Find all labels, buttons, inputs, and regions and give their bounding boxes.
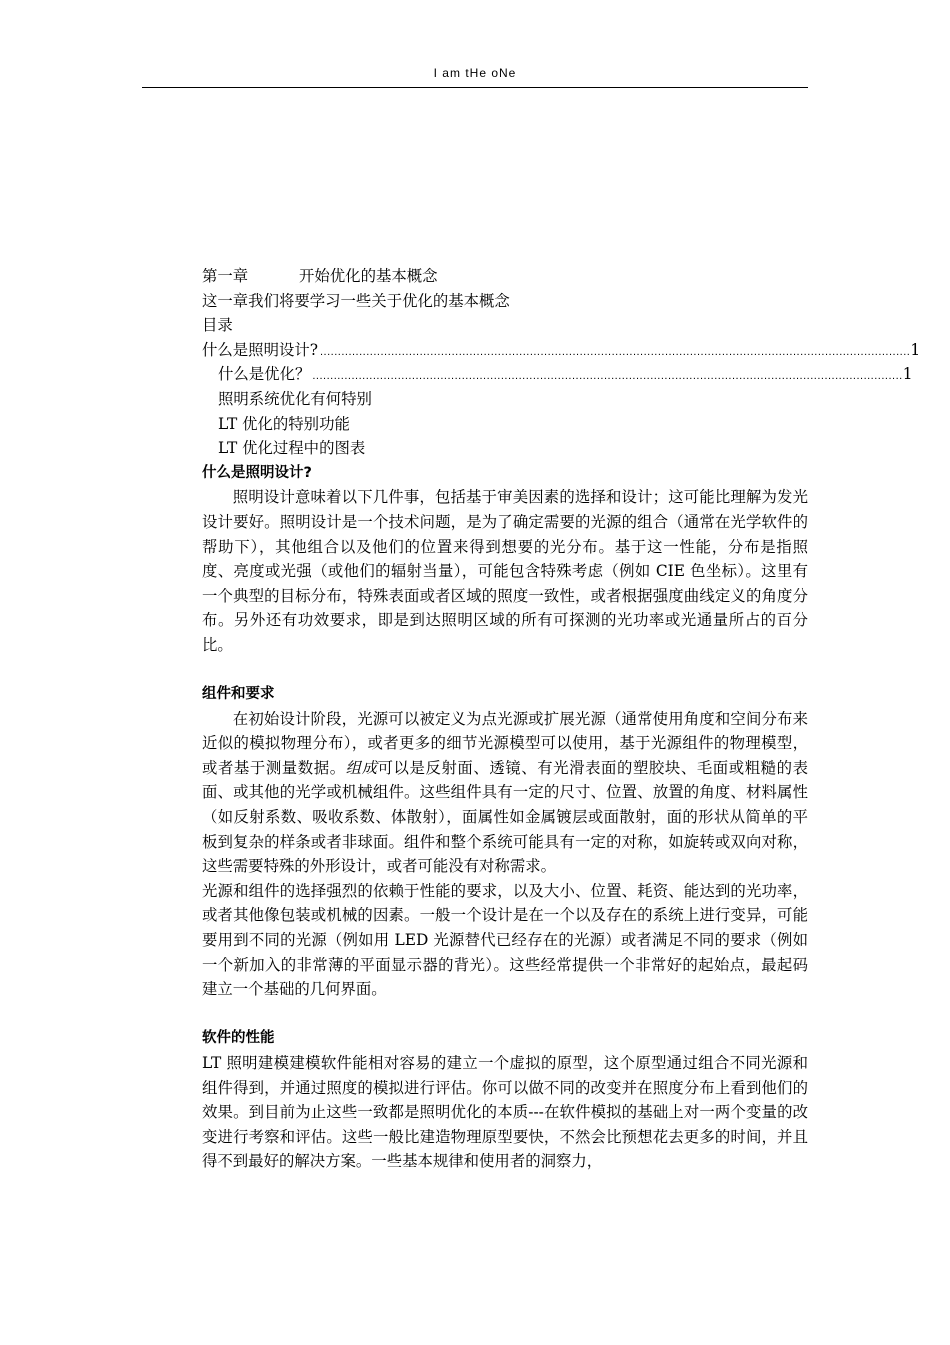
chapter-intro: 这一章我们将要学习一些关于优化的基本概念 xyxy=(202,291,510,310)
spacer xyxy=(202,1002,808,1027)
page-header: I am tHe oNe xyxy=(433,66,517,80)
toc-leader-dots: ...................................................................................................................................................................... xyxy=(320,345,911,358)
section-paragraph: 光源和组件的选择强烈的依赖于性能的要求，以及大小、位置、耗资、能达到的光功率，或者其他像包装或机械的因素。一般一个设计是在一个以及存在的系统上进行变异，可能要用到不同的光源（例如用 LED 光源替代已经存在的光源）或者满足不同的要求（例如一个新加入的非常薄的平面显示器的背光）。这些经常提供一个非常好的起始点，最起码建立一个基础的几何界面。 xyxy=(202,881,808,999)
toc-leader-dots: ...................................................................................................................................................................... xyxy=(312,370,903,383)
toc-item[interactable]: 照明系统优化有何特别 xyxy=(218,389,372,408)
section-paragraph: 照明设计意味着以下几件事，包括基于审美因素的选择和设计；这可能比理解为发光设计要好。照明设计是一个技术问题，是为了确定需要的光源的组合（通常在光学软件的帮助下），其他组合以及他们的位置来得到想要的光分布。基于这一性能，分布是指照度、亮度或光强（或他们的辐射当量），可能包含特殊考虑（例如 CIE 色坐标）。这里有一个典型的目标分布，特殊表面或者区域的照度一致性，或者根据强度曲线定义的角度分布。另外还有功效要求，即是到达照明区域的所有可探测的光功率或光通量所占的百分比。 xyxy=(202,488,808,654)
section-heading: 什么是照明设计? xyxy=(202,464,312,481)
document-body xyxy=(202,264,921,1174)
chapter-title xyxy=(202,264,808,289)
section-paragraph: LT 照明建模建模软件能相对容易的建立一个虚拟的原型，这个原型通过组合不同光源和组件得到，并通过照度的模拟进行评估。你可以做不同的改变并在照度分布上看到他们的效果。到目前为止这些一致都是照明优化的本质---在软件模拟的基础上对一两个变量的改变进行考察和评估。这些一般比建造物理原型要快，不然会比预想花去更多的时间，并且得不到最好的解决方案。一些基本规律和使用者的洞察力， xyxy=(202,1054,808,1171)
section-heading: 组件和要求 xyxy=(202,686,275,703)
paragraph-text: 可以是反射面、透镜、有光滑表面的塑胶块、毛面或粗糙的表面、或其他的光学或机械组件。这些组件具有一定的尺寸、位置、放置的角度、材料属性（如反射系数、吸收系数、体散射），面属性如金属镀层或面散射，面的形状从简单的平板到复杂的样条或者非球面。组件和整个系统可能具有一定的对称，如旋转或双向对称，这些需要特殊的外形设计，或者可能没有对称需求。 xyxy=(202,758,808,876)
toc-item[interactable]: LT 优化过程中的图表 xyxy=(218,439,366,458)
section-heading: 软件的性能 xyxy=(202,1030,275,1047)
header-rule xyxy=(142,87,808,88)
paragraph-text: 在初始设计阶段，光源可以被定义为点光源或扩展光源（通常使用角度和空间分布来近似的模拟物理分布），或者更多的细节光源模型可以使用，基于光源组件的物理模型，或者基于测量数据。 xyxy=(202,709,808,777)
section-paragraph xyxy=(202,707,808,879)
spacer xyxy=(202,658,808,683)
chapter-name: 开始优化的基本概念 xyxy=(299,267,438,285)
toc-item[interactable] xyxy=(202,338,921,363)
toc-label: 目录 xyxy=(202,316,233,335)
chapter-number: 第一章 xyxy=(202,267,249,285)
toc-item-title: 什么是照明设计? xyxy=(202,340,318,359)
emphasis-text: 组成 xyxy=(345,758,378,777)
toc-item-page: 1 xyxy=(910,340,921,359)
toc-item[interactable] xyxy=(202,362,913,387)
toc-item-title: 什么是优化？ xyxy=(218,365,311,384)
toc-item-page: 1 xyxy=(902,365,913,384)
toc-item[interactable]: LT 优化的特别功能 xyxy=(218,414,350,433)
